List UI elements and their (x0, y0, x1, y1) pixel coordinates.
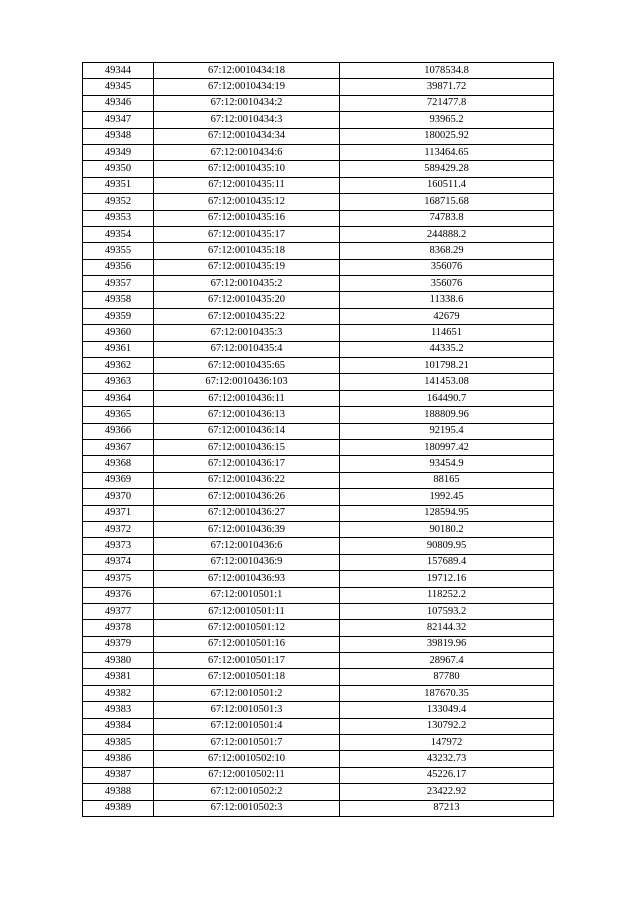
cadastral-number-cell: 67:12:0010435:12 (154, 194, 340, 210)
table-row (83, 95, 554, 111)
table-row (83, 800, 554, 816)
table-row (83, 407, 554, 423)
row-number-cell: 49345 (83, 79, 154, 95)
value-cell: 23422.92 (340, 784, 554, 800)
row-number-cell: 49380 (83, 653, 154, 669)
table-row (83, 669, 554, 685)
table-row (83, 735, 554, 751)
table-row (83, 784, 554, 800)
value-cell: 11338.6 (340, 292, 554, 308)
value-cell: 1992.45 (340, 489, 554, 505)
cadastral-number-cell: 67:12:0010501:2 (154, 685, 340, 701)
value-cell: 356076 (340, 276, 554, 292)
cadastral-number-cell: 67:12:0010435:10 (154, 161, 340, 177)
row-number-cell: 49356 (83, 259, 154, 275)
cadastral-number-cell: 67:12:0010435:22 (154, 308, 340, 324)
value-cell: 101798.21 (340, 358, 554, 374)
row-number-cell: 49344 (83, 63, 154, 79)
value-cell: 188809.96 (340, 407, 554, 423)
value-cell: 1078534.8 (340, 63, 554, 79)
value-cell: 39819.96 (340, 636, 554, 652)
cadastral-number-cell: 67:12:0010434:6 (154, 144, 340, 160)
table-row (83, 390, 554, 406)
cadastral-number-cell: 67:12:0010435:19 (154, 259, 340, 275)
table-row (83, 505, 554, 521)
value-cell: 180025.92 (340, 128, 554, 144)
table-row (83, 587, 554, 603)
cadastral-number-cell: 67:12:0010501:12 (154, 620, 340, 636)
cadastral-number-cell: 67:12:0010436:14 (154, 423, 340, 439)
value-cell: 147972 (340, 735, 554, 751)
table-row (83, 308, 554, 324)
cadastral-number-cell: 67:12:0010436:22 (154, 472, 340, 488)
table-row (83, 571, 554, 587)
cadastral-number-cell: 67:12:0010501:1 (154, 587, 340, 603)
value-cell: 87213 (340, 800, 554, 816)
table-row (83, 112, 554, 128)
row-number-cell: 49379 (83, 636, 154, 652)
value-cell: 187670.35 (340, 685, 554, 701)
row-number-cell: 49372 (83, 521, 154, 537)
cadastral-number-cell: 67:12:0010501:4 (154, 718, 340, 734)
value-cell: 43232.73 (340, 751, 554, 767)
cadastral-number-cell: 67:12:0010501:17 (154, 653, 340, 669)
value-cell: 93965.2 (340, 112, 554, 128)
cadastral-number-cell: 67:12:0010501:3 (154, 702, 340, 718)
cadastral-number-cell: 67:12:0010501:7 (154, 735, 340, 751)
table-row (83, 472, 554, 488)
table-row (83, 489, 554, 505)
value-cell: 88165 (340, 472, 554, 488)
cadastral-number-cell: 67:12:0010436:93 (154, 571, 340, 587)
row-number-cell: 49374 (83, 554, 154, 570)
row-number-cell: 49383 (83, 702, 154, 718)
row-number-cell: 49377 (83, 603, 154, 619)
table-row (83, 259, 554, 275)
row-number-cell: 49365 (83, 407, 154, 423)
row-number-cell: 49370 (83, 489, 154, 505)
table-row (83, 358, 554, 374)
row-number-cell: 49353 (83, 210, 154, 226)
row-number-cell: 49388 (83, 784, 154, 800)
table-body (83, 63, 554, 817)
value-cell: 113464.65 (340, 144, 554, 160)
value-cell: 90180.2 (340, 521, 554, 537)
value-cell: 164490.7 (340, 390, 554, 406)
value-cell: 160511.4 (340, 177, 554, 193)
value-cell: 133049.4 (340, 702, 554, 718)
table-row (83, 177, 554, 193)
cadastral-number-cell: 67:12:0010435:17 (154, 226, 340, 242)
cadastral-number-cell: 67:12:0010436:6 (154, 538, 340, 554)
table-row (83, 128, 554, 144)
value-cell: 90809.95 (340, 538, 554, 554)
table-row (83, 603, 554, 619)
table-row (83, 456, 554, 472)
row-number-cell: 49386 (83, 751, 154, 767)
table-row (83, 79, 554, 95)
row-number-cell: 49358 (83, 292, 154, 308)
cadastral-number-cell: 67:12:0010436:27 (154, 505, 340, 521)
cadastral-number-cell: 67:12:0010502:2 (154, 784, 340, 800)
cadastral-number-cell: 67:12:0010435:2 (154, 276, 340, 292)
table-row (83, 341, 554, 357)
table-row (83, 636, 554, 652)
table-row (83, 144, 554, 160)
value-cell: 45226.17 (340, 767, 554, 783)
value-cell: 28967.4 (340, 653, 554, 669)
table-row (83, 439, 554, 455)
cadastral-number-cell: 67:12:0010436:15 (154, 439, 340, 455)
cadastral-number-cell: 67:12:0010436:103 (154, 374, 340, 390)
table-row (83, 194, 554, 210)
value-cell: 74783.8 (340, 210, 554, 226)
value-cell: 356076 (340, 259, 554, 275)
value-cell: 44335.2 (340, 341, 554, 357)
value-cell: 168715.68 (340, 194, 554, 210)
table-row (83, 702, 554, 718)
row-number-cell: 49351 (83, 177, 154, 193)
row-number-cell: 49382 (83, 685, 154, 701)
value-cell: 82144.32 (340, 620, 554, 636)
cadastral-number-cell: 67:12:0010436:11 (154, 390, 340, 406)
value-cell: 157689.4 (340, 554, 554, 570)
cadastral-number-cell: 67:12:0010434:18 (154, 63, 340, 79)
row-number-cell: 49371 (83, 505, 154, 521)
table-row (83, 423, 554, 439)
row-number-cell: 49381 (83, 669, 154, 685)
cadastral-number-cell: 67:12:0010436:39 (154, 521, 340, 537)
row-number-cell: 49366 (83, 423, 154, 439)
value-cell: 141453.08 (340, 374, 554, 390)
value-cell: 244888.2 (340, 226, 554, 242)
table-row (83, 276, 554, 292)
cadastral-number-cell: 67:12:0010436:9 (154, 554, 340, 570)
row-number-cell: 49359 (83, 308, 154, 324)
value-cell: 107593.2 (340, 603, 554, 619)
table-row (83, 620, 554, 636)
row-number-cell: 49348 (83, 128, 154, 144)
value-cell: 19712.16 (340, 571, 554, 587)
row-number-cell: 49363 (83, 374, 154, 390)
table-row (83, 292, 554, 308)
table-row (83, 653, 554, 669)
table-row (83, 325, 554, 341)
value-cell: 721477.8 (340, 95, 554, 111)
table-row (83, 538, 554, 554)
row-number-cell: 49347 (83, 112, 154, 128)
row-number-cell: 49346 (83, 95, 154, 111)
cadastral-number-cell: 67:12:0010436:13 (154, 407, 340, 423)
table-row (83, 521, 554, 537)
row-number-cell: 49350 (83, 161, 154, 177)
cadastral-number-cell: 67:12:0010501:16 (154, 636, 340, 652)
value-cell: 128594.95 (340, 505, 554, 521)
row-number-cell: 49354 (83, 226, 154, 242)
row-number-cell: 49367 (83, 439, 154, 455)
cadastral-number-cell: 67:12:0010435:18 (154, 243, 340, 259)
cadastral-number-cell: 67:12:0010435:16 (154, 210, 340, 226)
table-row (83, 63, 554, 79)
cadastral-number-cell: 67:12:0010502:10 (154, 751, 340, 767)
table-row (83, 226, 554, 242)
table-row (83, 243, 554, 259)
row-number-cell: 49360 (83, 325, 154, 341)
row-number-cell: 49361 (83, 341, 154, 357)
value-cell: 130792.2 (340, 718, 554, 734)
table-row (83, 767, 554, 783)
row-number-cell: 49368 (83, 456, 154, 472)
row-number-cell: 49375 (83, 571, 154, 587)
table-row (83, 210, 554, 226)
cadastral-number-cell: 67:12:0010434:3 (154, 112, 340, 128)
value-cell: 93454.9 (340, 456, 554, 472)
cadastral-number-cell: 67:12:0010434:19 (154, 79, 340, 95)
table-row (83, 161, 554, 177)
row-number-cell: 49369 (83, 472, 154, 488)
cadastral-number-cell: 67:12:0010435:11 (154, 177, 340, 193)
table-row (83, 718, 554, 734)
value-cell: 118252.2 (340, 587, 554, 603)
value-cell: 114651 (340, 325, 554, 341)
table-row (83, 751, 554, 767)
value-cell: 8368.29 (340, 243, 554, 259)
value-cell: 180997.42 (340, 439, 554, 455)
row-number-cell: 49364 (83, 390, 154, 406)
cadastral-number-cell: 67:12:0010435:4 (154, 341, 340, 357)
row-number-cell: 49387 (83, 767, 154, 783)
row-number-cell: 49373 (83, 538, 154, 554)
value-cell: 589429.28 (340, 161, 554, 177)
cadastral-number-cell: 67:12:0010502:11 (154, 767, 340, 783)
table-row (83, 374, 554, 390)
row-number-cell: 49376 (83, 587, 154, 603)
value-cell: 39871.72 (340, 79, 554, 95)
cadastral-number-cell: 67:12:0010435:65 (154, 358, 340, 374)
value-cell: 92195.4 (340, 423, 554, 439)
row-number-cell: 49352 (83, 194, 154, 210)
row-number-cell: 49362 (83, 358, 154, 374)
value-cell: 87780 (340, 669, 554, 685)
cadastral-number-cell: 67:12:0010435:20 (154, 292, 340, 308)
row-number-cell: 49357 (83, 276, 154, 292)
cadastral-number-cell: 67:12:0010501:11 (154, 603, 340, 619)
cadastral-number-cell: 67:12:0010434:2 (154, 95, 340, 111)
row-number-cell: 49384 (83, 718, 154, 734)
value-cell: 42679 (340, 308, 554, 324)
cadastral-number-cell: 67:12:0010436:26 (154, 489, 340, 505)
cadastral-number-cell: 67:12:0010501:18 (154, 669, 340, 685)
data-table (82, 62, 554, 817)
cadastral-number-cell: 67:12:0010435:3 (154, 325, 340, 341)
cadastral-number-cell: 67:12:0010502:3 (154, 800, 340, 816)
cadastral-number-cell: 67:12:0010436:17 (154, 456, 340, 472)
row-number-cell: 49349 (83, 144, 154, 160)
row-number-cell: 49389 (83, 800, 154, 816)
table-row (83, 685, 554, 701)
cadastral-number-cell: 67:12:0010434:34 (154, 128, 340, 144)
table-row (83, 554, 554, 570)
row-number-cell: 49378 (83, 620, 154, 636)
row-number-cell: 49355 (83, 243, 154, 259)
row-number-cell: 49385 (83, 735, 154, 751)
